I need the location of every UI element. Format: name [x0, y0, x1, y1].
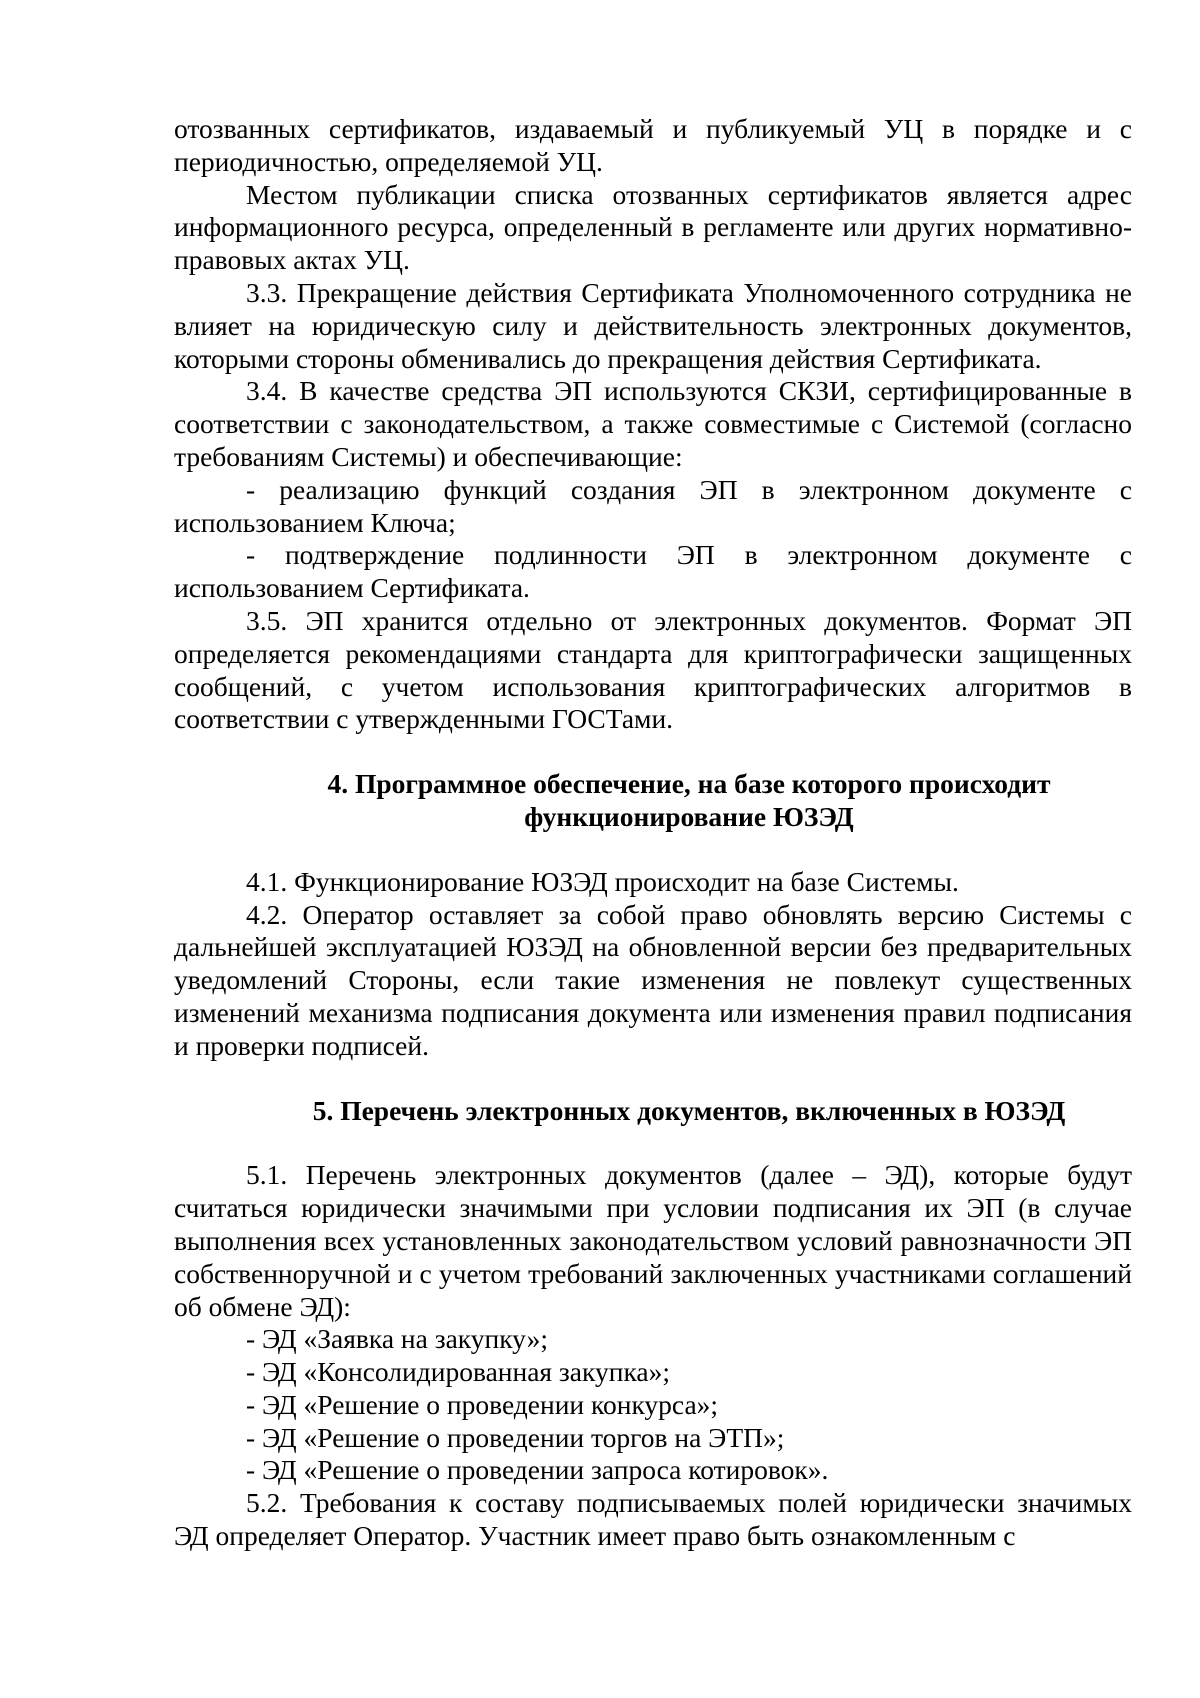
paragraph-4-1: 4.1. Функционирование ЮЗЭД происходит на базе Системы. [246, 865, 959, 897]
spacer [174, 1127, 1132, 1159]
spacer [174, 736, 1132, 768]
spacer [174, 1063, 1132, 1095]
section-4-heading-line2: функционирование ЮЗЭД [524, 800, 854, 832]
paragraph-revoked-list-continuation: отозванных сертификатов, издаваемый и публикуемый УЦ в порядке и с периодичностью, определяемой УЦ. [174, 113, 1132, 177]
paragraph-5-1: 5.1. Перечень электронных документов (далее – ЭД), которые будут считаться юридически значимыми при условии подписания их ЭП (в случае выполнения всех установленных законодательством условий равнозначности ЭП собственноручной и с учетом требований заключенных участниками соглашений об обмене ЭД): [174, 1159, 1132, 1322]
spacer [174, 834, 1132, 866]
section-4-heading-line1: 4. Программное обеспечение, на базе которого происходит [327, 768, 1051, 800]
list-item: - ЭД «Решение о проведении конкурса»; [246, 1388, 719, 1420]
paragraph-5-2: 5.2. Требования к составу подписываемых полей юридически значимых ЭД определяет Оператор. Участник имеет право быть ознакомленным с [174, 1487, 1132, 1552]
paragraph-3-3: 3.3. Прекращение действия Сертификата Уполномоченного сотрудника не влияет на юридическую силу и действительность электронных документов, которыми стороны обменивались до прекращения действия Сертификата. [174, 276, 1132, 374]
paragraph-publication-place: Местом публикации списка отозванных сертификатов является адрес информационного ресурса, определенный в регламенте или других нормативно-правовых актах УЦ. [174, 178, 1132, 276]
paragraph-4-2: 4.2. Оператор оставляет за собой право обновлять версию Системы с дальнейшей эксплуатацией ЮЗЭД на обновленной версии без предварительных уведомлений Стороны, если такие изменения не повлекут существенных изменений механизма подписания документа или изменения правил подписания и проверки подписей. [174, 898, 1132, 1061]
list-item: - ЭД «Решение о проведении запроса котировок». [246, 1454, 829, 1486]
list-item: - ЭД «Консолидированная закупка»; [246, 1356, 670, 1388]
list-item: - ЭД «Решение о проведении торгов на ЭТП»; [246, 1421, 785, 1453]
paragraph-3-4: 3.4. В качестве средства ЭП используются СКЗИ, сертифицированные в соответствии с законодательством, а также совместимые с Системой (согласно требованиям Системы) и обеспечивающие: [174, 375, 1132, 472]
section-4-heading [174, 768, 1132, 834]
section-5-heading: 5. Перечень электронных документов, включенных в ЮЗЭД [312, 1094, 1066, 1126]
paragraph-3-5: 3.5. ЭП хранится отдельно от электронных документов. Формат ЭП определяется рекомендациями стандарта для криптографически защищенных сообщений, с учетом использования криптографических алгоритмов в соответствии с утвержденными ГОСТами. [174, 604, 1132, 735]
list-item-create-signature: - реализацию функций создания ЭП в электронном документе с использованием Ключа; [174, 473, 1132, 538]
document-body [174, 113, 1132, 1553]
list-item: - ЭД «Заявка на закупку»; [246, 1323, 549, 1355]
list-item-verify-signature: - подтверждение подлинности ЭП в электронном документе с использованием Сертификата. [174, 539, 1132, 604]
